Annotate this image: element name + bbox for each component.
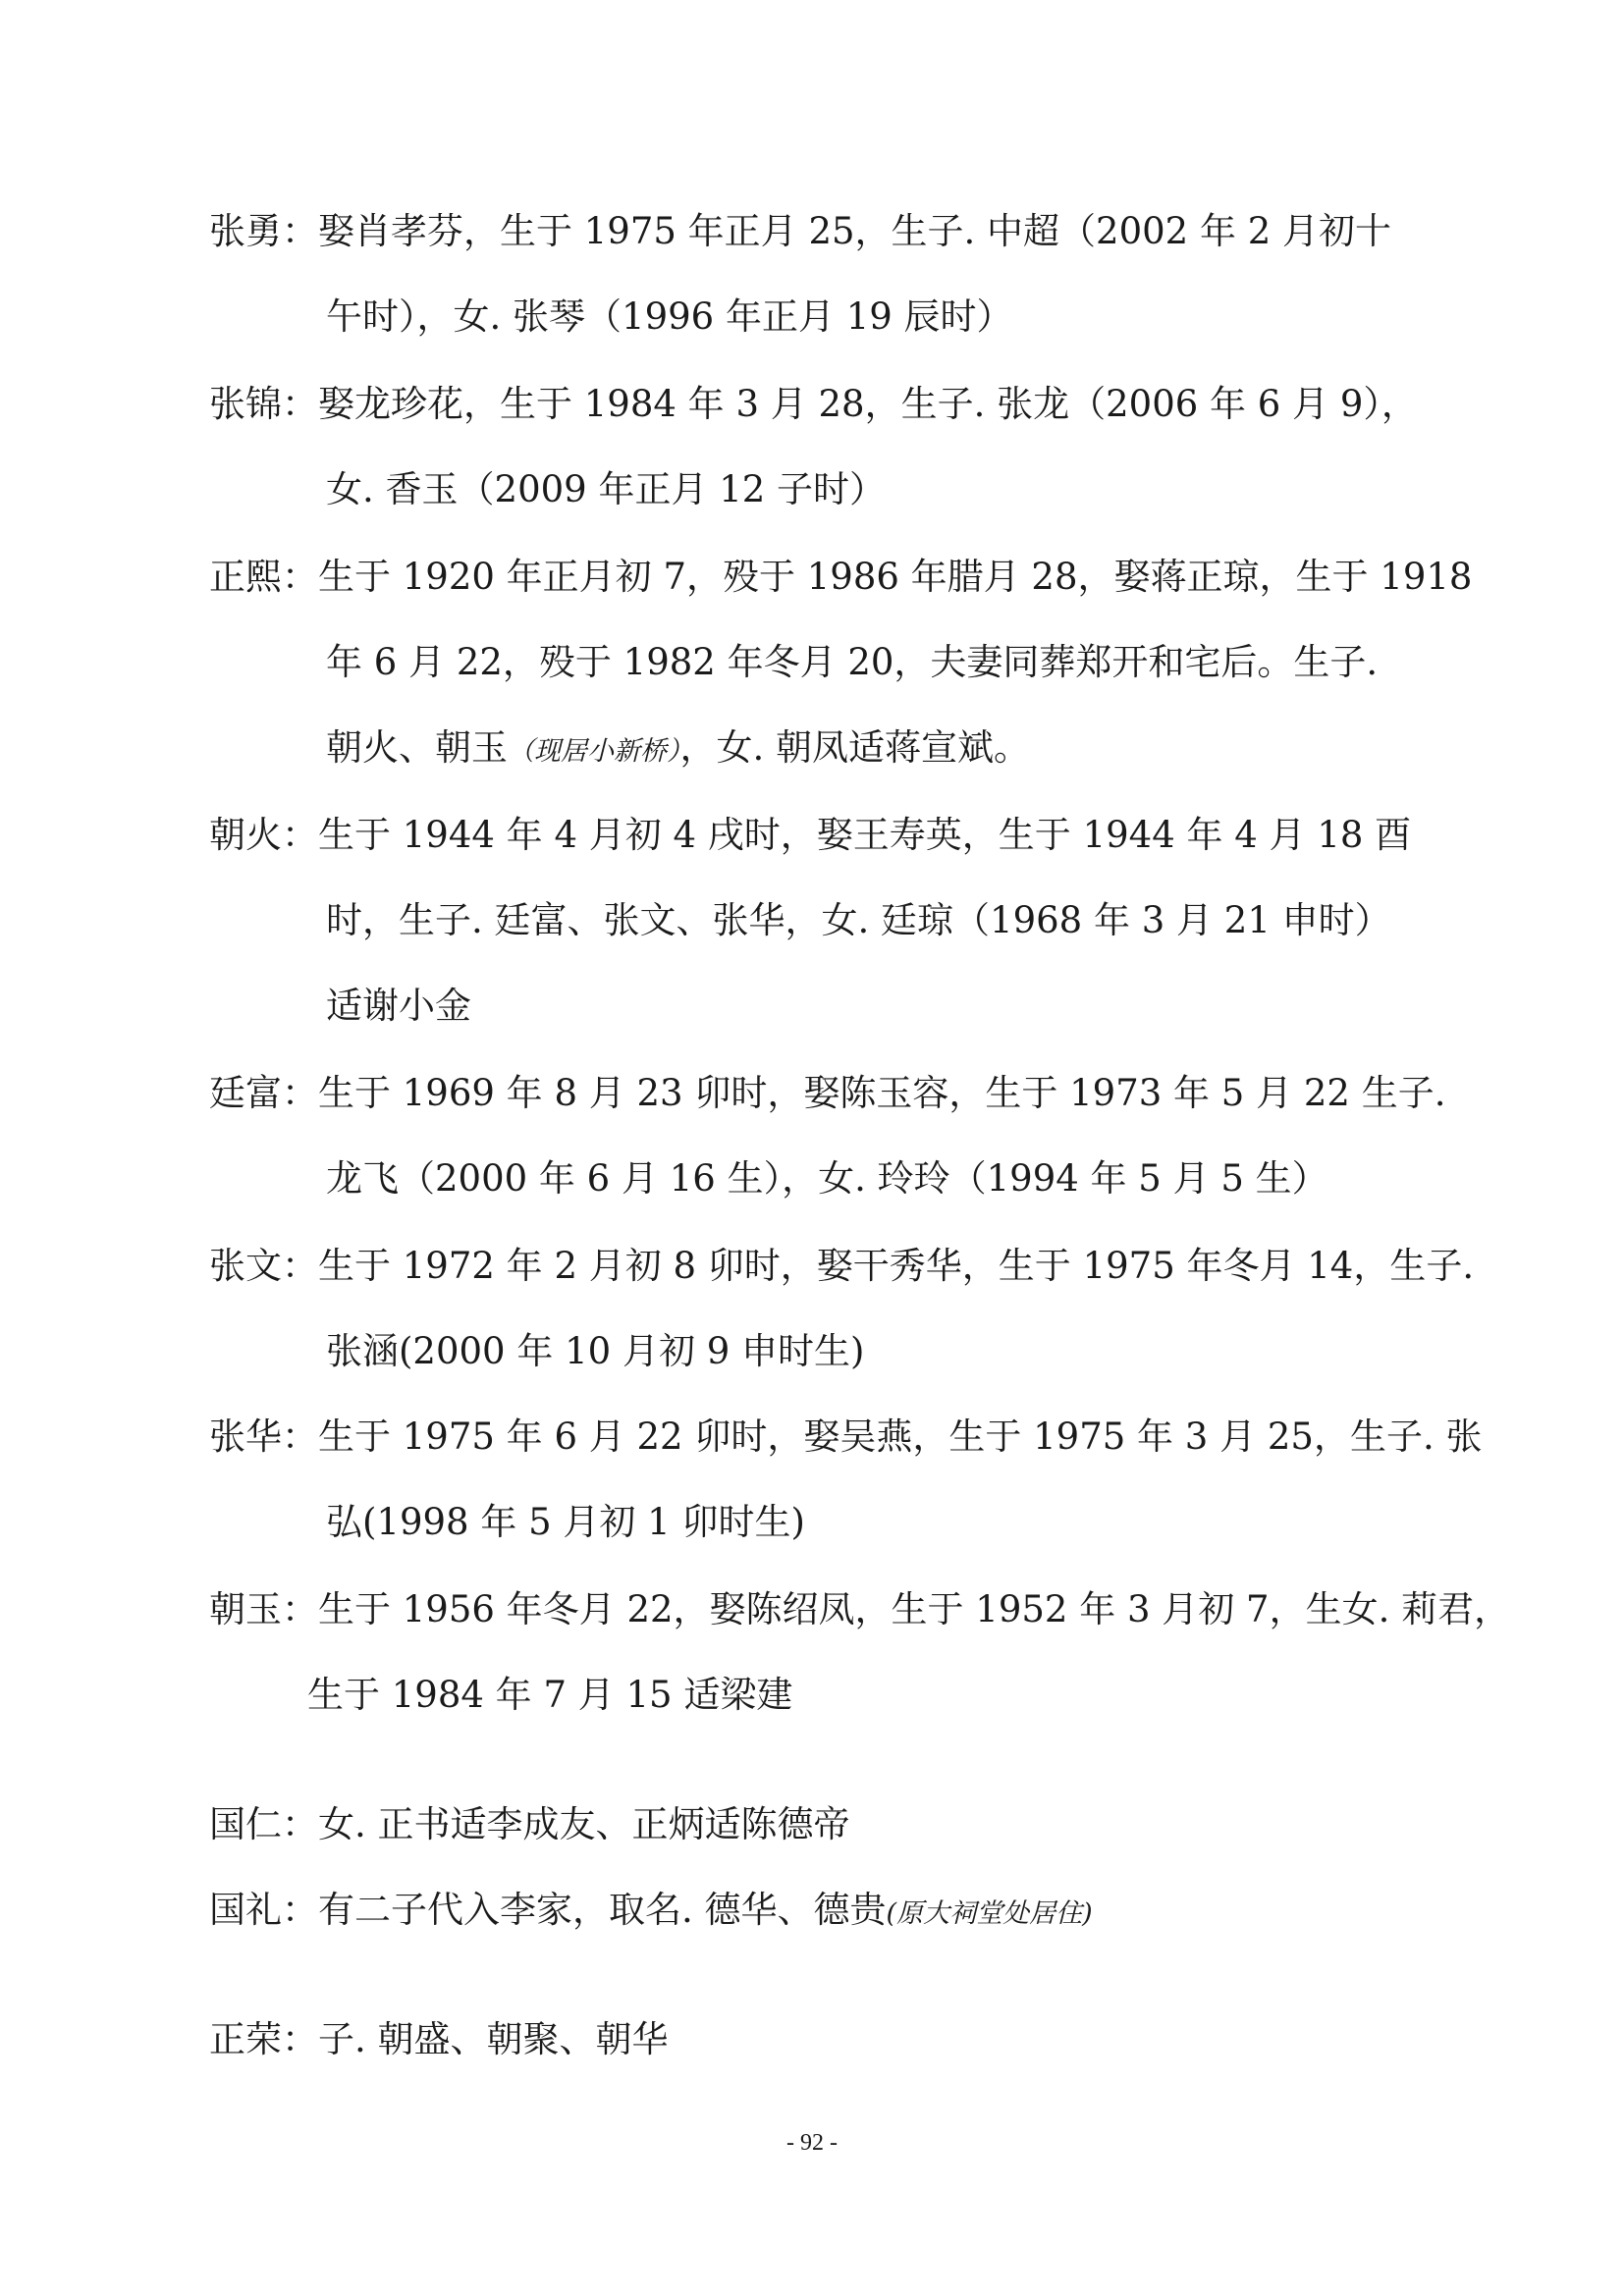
entry-zhang-yong (209, 188, 1407, 359)
entry-line: 廷富：生于 1969 年 8 月 23 卯时，娶陈玉容，生于 1973 年 5 月 22 生子. (209, 1072, 1446, 1114)
entry-line: 张勇：娶肖孝芬，生于 1975 年正月 25，生子. 中超（2002 年 2 月初十 (209, 210, 1392, 252)
entry-line: 午时），女. 张琴（1996 年正月 19 辰时） (326, 295, 1013, 338)
entry-line: 龙飞（2000 年 6 月 16 生），女. 玲玲（1994 年 5 月 5 生） (326, 1157, 1328, 1200)
entry-line: 张文：生于 1972 年 2 月初 8 卯时，娶干秀华，生于 1975 年冬月 14，生子. (209, 1245, 1475, 1287)
entry-line: 朝玉：生于 1956 年冬月 22，娶陈绍凤，生于 1952 年 3 月初 7，生女. 莉君， (209, 1588, 1511, 1630)
entry-zheng-rong (209, 1997, 1407, 2082)
entry-line-text: ，女. 朝凤适蒋宣斌。 (679, 726, 1031, 769)
entry-line: 女. 香玉（2009 年正月 12 子时） (326, 468, 887, 510)
entry-line: 张锦：娶龙珍花，生于 1984 年 3 月 28，生子. 张龙（2006 年 6 月 9）， (209, 383, 1418, 425)
entry-zheng-xi (209, 534, 1473, 794)
entry-zhang-jin (209, 361, 1418, 532)
residence-note: (原大祠堂处居住) (886, 1898, 1093, 1929)
entry-line: 弘(1998 年 5 月初 1 卯时生) (326, 1501, 805, 1543)
entry-line: 适谢小金 (326, 985, 471, 1027)
page-number: - 92 - (786, 2130, 838, 2156)
entry-line: 年 6 月 22，殁于 1982 年冬月 20，夫妻同葬郑开和宅后。生子. (326, 641, 1379, 683)
entry-chao-huo (209, 792, 1412, 1048)
entry-line: 张华：生于 1975 年 6 月 22 卯时，娶吴燕，生于 1975 年 3 月 25，生子. 张 (209, 1415, 1483, 1458)
entry-line: 生于 1984 年 7 月 15 适梁建 (307, 1674, 793, 1716)
entry-line: 国仁：女. 正书适李成友、正炳适陈德帝 (209, 1803, 850, 1845)
entry-chao-yu (209, 1567, 1511, 1737)
entry-line: 时，生子. 廷富、张文、张华，女. 廷琼（1968 年 3 月 21 申时） (326, 899, 1391, 941)
entry-line: 正熙：生于 1920 年正月初 7，殁于 1986 年腊月 28，娶蒋正琼，生于 1918 (209, 556, 1473, 598)
entry-line (209, 1867, 1407, 1956)
entry-line: 正荣：子. 朝盛、朝聚、朝华 (209, 2018, 669, 2060)
entry-guo-li (209, 1867, 1407, 1956)
entry-ting-fu (209, 1050, 1446, 1221)
entry-line-text: 朝火、朝玉 (326, 726, 508, 769)
entry-line (209, 705, 1407, 794)
entry-zhang-wen (209, 1223, 1475, 1394)
entry-line: 朝火：生于 1944 年 4 月初 4 戌时，娶王寿英，生于 1944 年 4 月 18 酉 (209, 814, 1412, 856)
residence-note: （现居小新桥） (508, 736, 680, 767)
entry-line-text: 国礼：有二子代入李家，取名. 德华、德贵 (209, 1889, 887, 1931)
entry-line: 张涵(2000 年 10 月初 9 申时生) (326, 1330, 865, 1372)
entry-guo-ren (209, 1782, 1407, 1867)
entry-zhang-hua (209, 1394, 1483, 1565)
